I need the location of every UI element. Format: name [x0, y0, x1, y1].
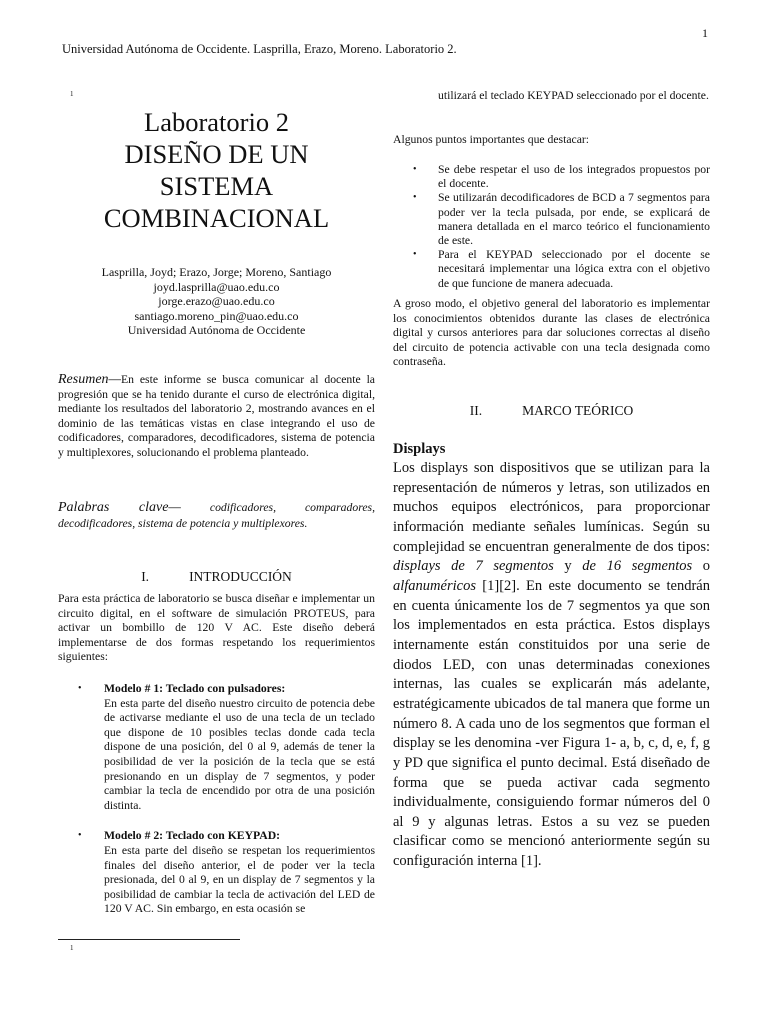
points-list	[413, 163, 710, 291]
list-item	[413, 191, 710, 248]
term-7-segmentos: displays de 7 segmentos	[393, 558, 554, 575]
bullet-icon: •	[413, 192, 417, 204]
footnote-marker-bottom: 1	[70, 944, 74, 952]
term-alfanumericos: alfanuméricos	[393, 577, 476, 594]
page-number: 1	[702, 26, 708, 40]
point-text: Se debe respetar el uso de los integrados propuestos por el docente.	[438, 163, 710, 191]
keywords	[58, 500, 375, 532]
footnote-divider	[58, 939, 240, 940]
body-text: y	[553, 558, 583, 575]
objective-paragraph: A groso modo, el objetivo general del laboratorio es implementar los conocimientos obtenidos durante las clases de electrónica digital y cursos anteriores para dar soluciones correctas al diseño del circuito de potencia activable con una tecla designada como contraseña.	[393, 297, 710, 368]
list-item	[78, 682, 375, 813]
author-block	[58, 265, 375, 338]
section-number: II.	[469, 403, 483, 418]
body-text: [1][2]. En este documento se tendrán en cuenta únicamente los de 7 segmentos ya que son los implementados en esta práctica. Estos displays internamente están constituidos por una serie de diodos LED, con unas determinadas conexiones internas, las cuales se explicarán más adelante, estratégicamente ubicados de tal manera que forme un número 8. A cada uno de los segmentos que forman el display se les denomina -ver Figura 1- a, b, c, d, e, f, g y PD que significa el punto decimal. Está diseñado de forma que se pueda activar cada segmento individualmente, consiguiendo formar números del 0 al 9 y algunas letras. Estos a su vez se pueden clasificar como se mencionó anteriormente según su configuración interna [1].	[393, 577, 710, 870]
bullet-icon: •	[413, 249, 417, 261]
author-affiliation: Universidad Autónoma de Occidente	[127, 323, 306, 338]
title-line-2: DISEÑO DE UN	[124, 139, 309, 169]
point-text: Para el KEYPAD seleccionado por el docente se necesitará implementar una lógica extra con el objetivo de que funcione de manera adecuada.	[438, 248, 710, 290]
running-header: Universidad Autónoma de Occidente. Lasprilla, Erazo, Moreno. Laboratorio 2.	[62, 42, 457, 56]
keywords-text: codificadores, comparadores, decodificadores, sistema de potencia y multiplexores.	[58, 501, 375, 530]
body-text: o	[692, 558, 711, 575]
section-number: I.	[141, 569, 150, 584]
model-title: Modelo # 2: Teclado con KEYPAD:	[104, 829, 281, 843]
footnote-marker-top: 1	[70, 90, 74, 98]
model-text: En esta parte del diseño se respetan los requerimientos finales del diseño anterior, el de poder ver la tecla presionada, del 0 al 9, en un display de 7 segmentos y la posibilidad de cambiar la tecla de activación del LED de 120 V AC. Sin embargo, en esta ocasión se	[104, 843, 375, 916]
bullet-icon: •	[78, 683, 82, 694]
abstract	[58, 373, 375, 461]
intro-paragraph: Para esta práctica de laboratorio se busca diseñar e implementar un circuito digital, en el software de simulación PROTEUS, para activar un bombillo de 120 V AC. Este diseño deberá implementarse de dos formas respetando los requerimientos siguientes:	[58, 592, 375, 663]
list-item	[413, 163, 710, 191]
model-2-continuation: utilizará el teclado KEYPAD seleccionado por el docente.	[438, 89, 709, 102]
keywords-label: Palabras clave—	[58, 500, 181, 515]
points-intro: Algunos puntos importantes que destacar:	[393, 133, 590, 146]
abstract-label: Resumen—	[58, 372, 121, 387]
displays-paragraph	[393, 459, 710, 872]
section-heading-marco-teorico	[393, 403, 710, 419]
point-text: Se utilizarán decodificadores de BCD a 7 segmentos para poder ver la tecla pulsada, por ende, se explicará de manera detallada en el marco teórico el funcionamiento de este.	[438, 191, 710, 248]
author-email: jorge.erazo@uao.edu.co	[158, 294, 275, 309]
bullet-icon: •	[413, 164, 417, 175]
abstract-text: En este informe se busca comunicar al docente la progresión que se ha tenido durante el curso de electrónica digital, mediante los resultados del laboratorio 2, mostrando avances en el dominio de las temáticas vistas en clase integrando el uso de codificadores, comparadores, decodificadores, sistema de potencia y multiplexores, solucionando el problema planteado.	[58, 373, 375, 459]
title-line-3: SISTEMA	[159, 171, 274, 201]
section-title: INTRODUCCIÓN	[189, 569, 292, 584]
section-title: MARCO TEÓRICO	[522, 403, 634, 418]
model-list	[78, 682, 375, 917]
term-16-segmentos: de 16 segmentos	[582, 558, 693, 575]
model-title: Modelo # 1: Teclado con pulsadores:	[104, 682, 286, 695]
author-email: joyd.lasprilla@uao.edu.co	[153, 279, 280, 294]
author-email: santiago.moreno_pin@uao.edu.co	[134, 308, 299, 323]
title-line-4: COMBINACIONAL	[103, 203, 330, 233]
subheading-displays: Displays	[393, 441, 446, 457]
paper-title	[58, 106, 375, 234]
body-text: Los displays son dispositivos que se utilizan para la representación de números y letras, son utilizados en muchos equipos electrónicos, para proporcionar información mediante señales lumínicas. Según su complejidad se encuentran generalmente de dos tipos:	[393, 460, 710, 555]
model-text: En esta parte del diseño nuestro circuito de potencia debe de activarse mediante el uso de una tecla de un teclado que dispone de 10 posibles teclas donde cada tecla dispone de una posición, del 0 al 9, además de tener la posibilidad de ver la posición de la tecla que se está presionando en un display de 7 segmentos, y poder cambiar la tecla de encendido por otra de una posición distinta.	[104, 696, 375, 812]
author-names: Lasprilla, Joyd; Erazo, Jorge; Moreno, Santiago	[101, 265, 332, 279]
list-item	[78, 829, 375, 917]
title-line-1: Laboratorio 2	[144, 107, 289, 137]
bullet-icon: •	[78, 830, 82, 842]
list-item	[413, 248, 710, 291]
section-heading-introduccion	[58, 569, 375, 585]
